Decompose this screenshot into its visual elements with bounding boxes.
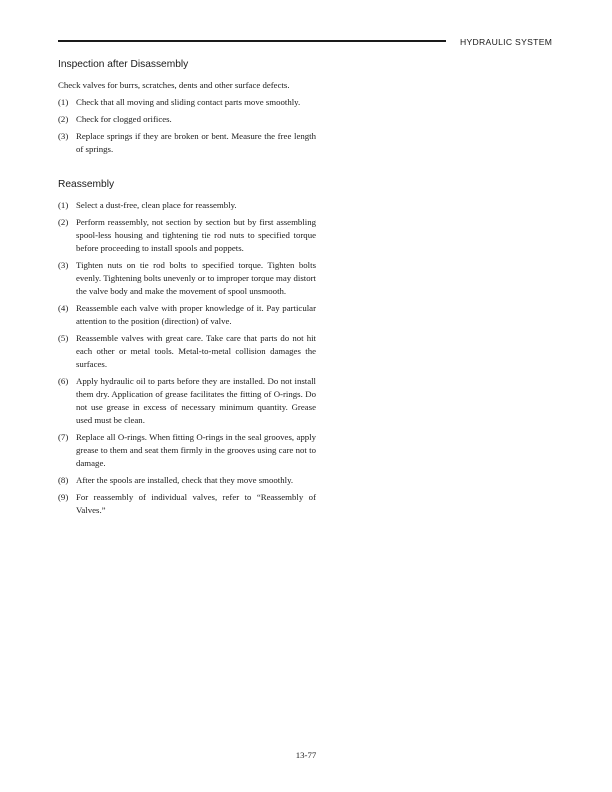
inspection-intro: Check valves for burrs, scratches, dents and other surface defects. [58, 80, 290, 90]
list-item [58, 302, 316, 328]
page-number: 13-77 [295, 750, 317, 760]
reassembly-section [58, 178, 316, 517]
item-text: Perform reassembly, not section by section but by first assembling spool-less housing and tightening tie rod nuts to specified torque before proceeding to install spools and poppets. [76, 217, 316, 253]
list-item [58, 130, 316, 156]
item-number: (5) [58, 333, 69, 343]
reassembly-heading: Reassembly [58, 179, 115, 190]
item-text: Apply hydraulic oil to parts before they are installed. Do not install them dry. Application of grease facilitates the fitting of O-rings. Do not use grease in excess of necessary minimum quantity. Grease used must be clean. [76, 376, 316, 425]
item-number: (1) [58, 200, 69, 210]
list-item [58, 491, 316, 517]
item-text: After the spools are installed, check that they move smoothly. [76, 475, 294, 485]
list-item [58, 199, 316, 212]
content-column [58, 58, 316, 521]
header-rule [58, 40, 446, 42]
item-number: (3) [58, 131, 69, 141]
item-text: Tighten nuts on tie rod bolts to specified torque. Tighten bolts evenly. Tightening bolts unevenly or to improper torque may distort the valve body and make the movement of spool unsmooth. [76, 260, 316, 296]
inspection-heading: Inspection after Disassembly [58, 59, 189, 70]
item-text: Replace springs if they are broken or bent. Measure the free length of springs. [76, 131, 316, 154]
item-number: (8) [58, 475, 69, 485]
item-text: Reassemble each valve with proper knowledge of it. Pay particular attention to the position (direction) of valve. [76, 303, 316, 326]
item-text: Select a dust-free, clean place for reassembly. [76, 200, 237, 210]
item-text: Check for clogged orifices. [76, 114, 172, 124]
item-number: (7) [58, 432, 69, 442]
list-item [58, 332, 316, 371]
list-item [58, 113, 316, 126]
item-text: Replace all O-rings. When fitting O-rings in the seal grooves, apply grease to them and seat them firmly in the grooves using care not to damage. [76, 432, 316, 468]
list-item [58, 259, 316, 298]
item-number: (9) [58, 492, 69, 502]
item-number: (2) [58, 217, 69, 227]
reassembly-list [58, 199, 316, 517]
item-number: (3) [58, 260, 69, 270]
list-item [58, 431, 316, 470]
item-text: Reassemble valves with great care. Take care that parts do not hit each other or metal tools. Metal-to-metal collision damages the surfaces. [76, 333, 316, 369]
inspection-list [58, 96, 316, 156]
item-number: (2) [58, 114, 69, 124]
list-item [58, 96, 316, 109]
item-number: (1) [58, 97, 69, 107]
list-item [58, 375, 316, 427]
list-item [58, 216, 316, 255]
list-item [58, 474, 316, 487]
item-number: (6) [58, 376, 69, 386]
section-header: HYDRAULIC SYSTEM [460, 37, 553, 47]
item-number: (4) [58, 303, 69, 313]
item-text: Check that all moving and sliding contact parts move smoothly. [76, 97, 301, 107]
item-text: For reassembly of individual valves, refer to “Reassembly of Valves.” [76, 492, 316, 515]
